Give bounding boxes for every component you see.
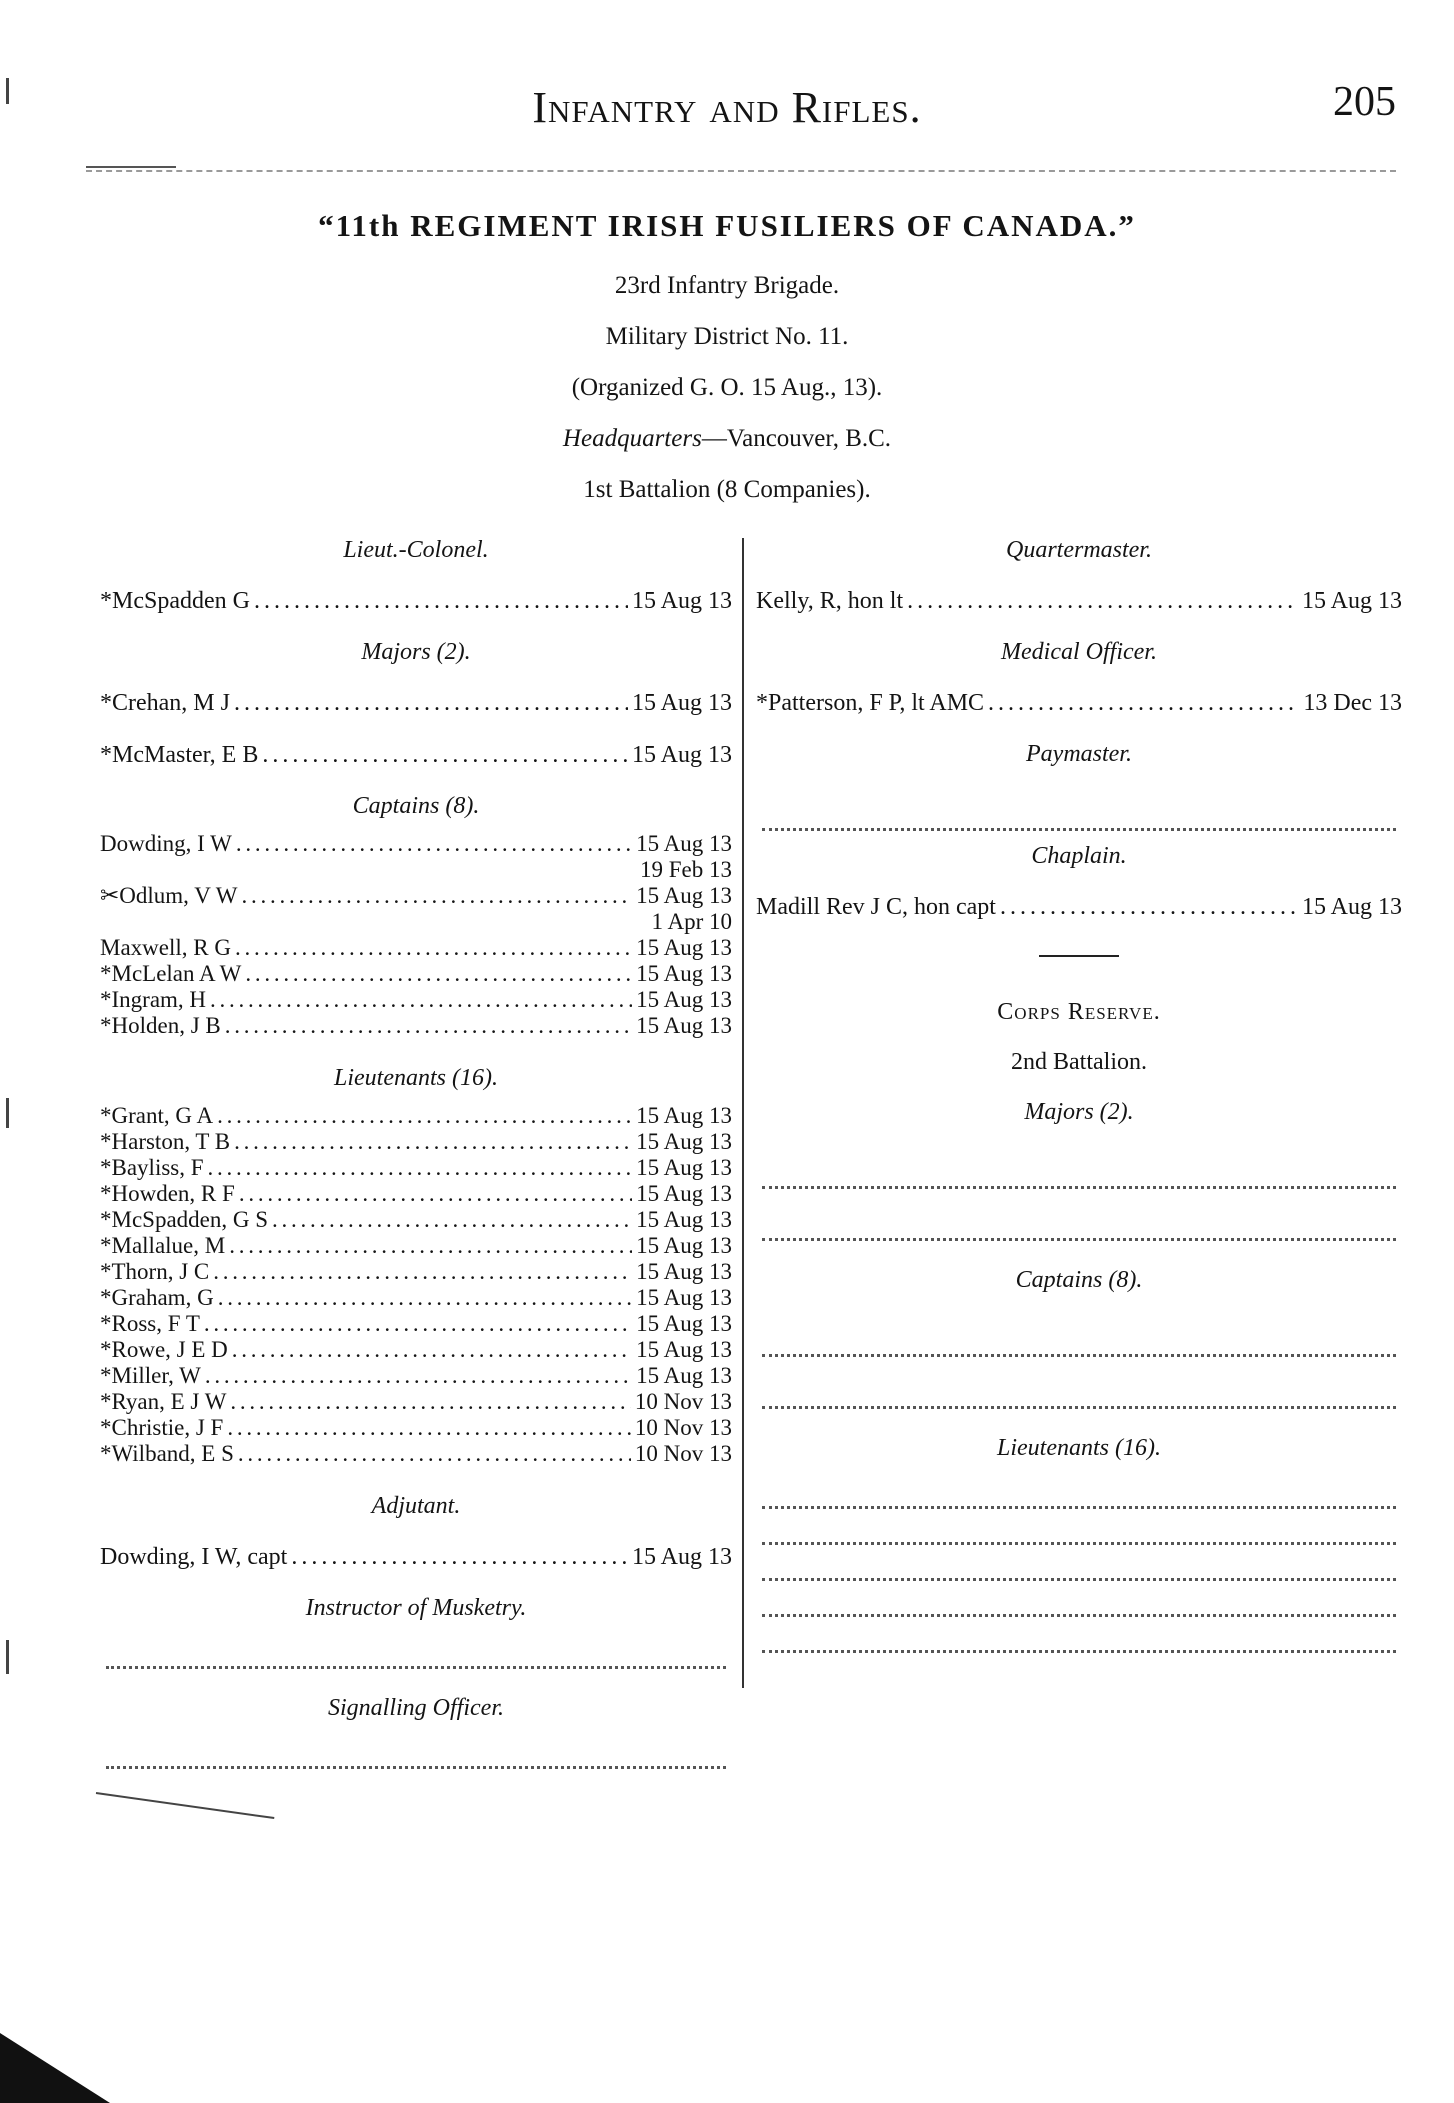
blank-entry-line xyxy=(106,1733,726,1769)
signalling-heading: Signalling Officer. xyxy=(328,1695,504,1721)
district-line: Military District No. 11. xyxy=(605,323,849,350)
reserve-majors-heading: Majors (2). xyxy=(1024,1099,1134,1125)
blank-entry-line xyxy=(762,1189,1396,1241)
brigade-line: 23rd Infantry Brigade. xyxy=(614,272,840,299)
officer-row: *McLelan A W . . . 15 Aug 13 xyxy=(100,961,732,987)
organized-line: (Organized G. O. 15 Aug., 13). xyxy=(571,374,883,401)
reserve-lieutenants-heading: Lieutenants (16). xyxy=(997,1435,1161,1461)
footer-rule xyxy=(96,1792,275,1819)
officer-row: *Ingram, H . . . 15 Aug 13 xyxy=(100,987,732,1013)
blank-entry-line xyxy=(762,779,1396,831)
officer-row: *Crehan, M J . . . 15 Aug 13 xyxy=(100,677,732,729)
musketry-heading: Instructor of Musketry. xyxy=(305,1595,527,1621)
officer-row: *Harston, T B . . . 15 Aug 13 xyxy=(100,1129,732,1155)
corps-reserve-heading: Corps Reserve. xyxy=(997,999,1161,1025)
regiment-title: “11th REGIMENT IRISH FUSILIERS OF CANADA.” xyxy=(318,208,1136,243)
officer-row: Dowding, I W . . . 15 Aug 13 xyxy=(100,831,732,857)
lieutenants-heading: Lieutenants (16). xyxy=(334,1065,498,1091)
headquarters-line xyxy=(0,425,1454,453)
blank-entry-line xyxy=(762,1545,1396,1581)
headquarters-label: Headquarters xyxy=(562,425,702,452)
paymaster-heading: Paymaster. xyxy=(1026,741,1132,767)
medical-officer-heading: Medical Officer. xyxy=(1001,639,1157,665)
section-separator xyxy=(1039,955,1119,957)
reserve-captains-heading: Captains (8). xyxy=(1015,1267,1143,1293)
battalion-line: 1st Battalion (8 Companies). xyxy=(583,476,871,503)
officer-row: *Holden, J B . . . 15 Aug 13 xyxy=(100,1013,732,1039)
blank-entry-line xyxy=(762,1357,1396,1409)
page-running-title: Infantry and Rifles. xyxy=(532,83,922,132)
page-number: 205 xyxy=(1333,79,1396,125)
headquarters-value: —Vancouver, B.C. xyxy=(701,425,892,452)
scan-margin-mark xyxy=(6,1640,9,1674)
left-column xyxy=(100,525,732,1769)
officer-row: *Grant, G A . . . 15 Aug 13 xyxy=(100,1103,732,1129)
column-divider xyxy=(742,538,744,1688)
officer-row: *Christie, J F . . . 10 Nov 13 xyxy=(100,1415,732,1441)
majors-heading: Majors (2). xyxy=(361,639,471,665)
officer-row: *Graham, G . . . 15 Aug 13 xyxy=(100,1285,732,1311)
officer-row: ✂Odlum, V W . . . 15 Aug 13 xyxy=(100,883,732,909)
officer-row: Kelly, R, hon lt . . . 15 Aug 13 xyxy=(756,575,1402,627)
blank-entry-line xyxy=(762,1581,1396,1617)
battalion2-heading: 2nd Battalion. xyxy=(1011,1049,1147,1075)
scan-margin-mark xyxy=(6,1098,9,1128)
officer-row: *McSpadden G . . . 15 Aug 13 xyxy=(100,575,732,627)
blank-entry-line xyxy=(762,1509,1396,1545)
officer-row: *Mallalue, M . . . 15 Aug 13 xyxy=(100,1233,732,1259)
officer-row: *Thorn, J C . . . 15 Aug 13 xyxy=(100,1259,732,1285)
blank-entry-line xyxy=(762,1473,1396,1509)
officer-row: *Ross, F T . . . 15 Aug 13 xyxy=(100,1311,732,1337)
officer-row: Madill Rev J C, hon capt . . . 15 Aug 13 xyxy=(756,881,1402,933)
officer-row: *Howden, R F . . . 15 Aug 13 xyxy=(100,1181,732,1207)
officer-row: *Bayliss, F . . . 15 Aug 13 xyxy=(100,1155,732,1181)
blank-entry-line xyxy=(762,1305,1396,1357)
officer-row: 19 Feb 13 xyxy=(640,857,732,882)
scan-margin-mark xyxy=(6,78,9,104)
blank-entry-line xyxy=(106,1633,726,1669)
blank-entry-line xyxy=(762,1617,1396,1653)
officer-row: *McSpadden, G S . . . 15 Aug 13 xyxy=(100,1207,732,1233)
right-column xyxy=(756,525,1402,1653)
scan-corner-shadow xyxy=(0,2033,110,2103)
adjutant-heading: Adjutant. xyxy=(371,1493,461,1519)
officer-row: *Rowe, J E D . . . 15 Aug 13 xyxy=(100,1337,732,1363)
officer-row: Maxwell, R G . . . 15 Aug 13 xyxy=(100,935,732,961)
blank-entry-line xyxy=(762,1137,1396,1189)
officer-row: *Miller, W . . . 15 Aug 13 xyxy=(100,1363,732,1389)
officer-row: 1 Apr 10 xyxy=(651,909,732,934)
quartermaster-heading: Quartermaster. xyxy=(1005,537,1152,563)
officer-row: *Wilband, E S . . . 10 Nov 13 xyxy=(100,1441,732,1467)
header-rule xyxy=(86,170,1396,172)
header-rule-solid xyxy=(86,166,176,168)
officer-row: *McMaster, E B . . . 15 Aug 13 xyxy=(100,729,732,781)
lieut-colonel-heading: Lieut.-Colonel. xyxy=(343,537,489,563)
officer-row: *Patterson, F P, lt AMC . . . 13 Dec 13 xyxy=(756,677,1402,729)
officer-row: *Ryan, E J W . . . 10 Nov 13 xyxy=(100,1389,732,1415)
chaplain-heading: Chaplain. xyxy=(1031,843,1127,869)
officer-row: Dowding, I W, capt . . . 15 Aug 13 xyxy=(100,1531,732,1583)
captains-heading: Captains (8). xyxy=(352,793,480,819)
